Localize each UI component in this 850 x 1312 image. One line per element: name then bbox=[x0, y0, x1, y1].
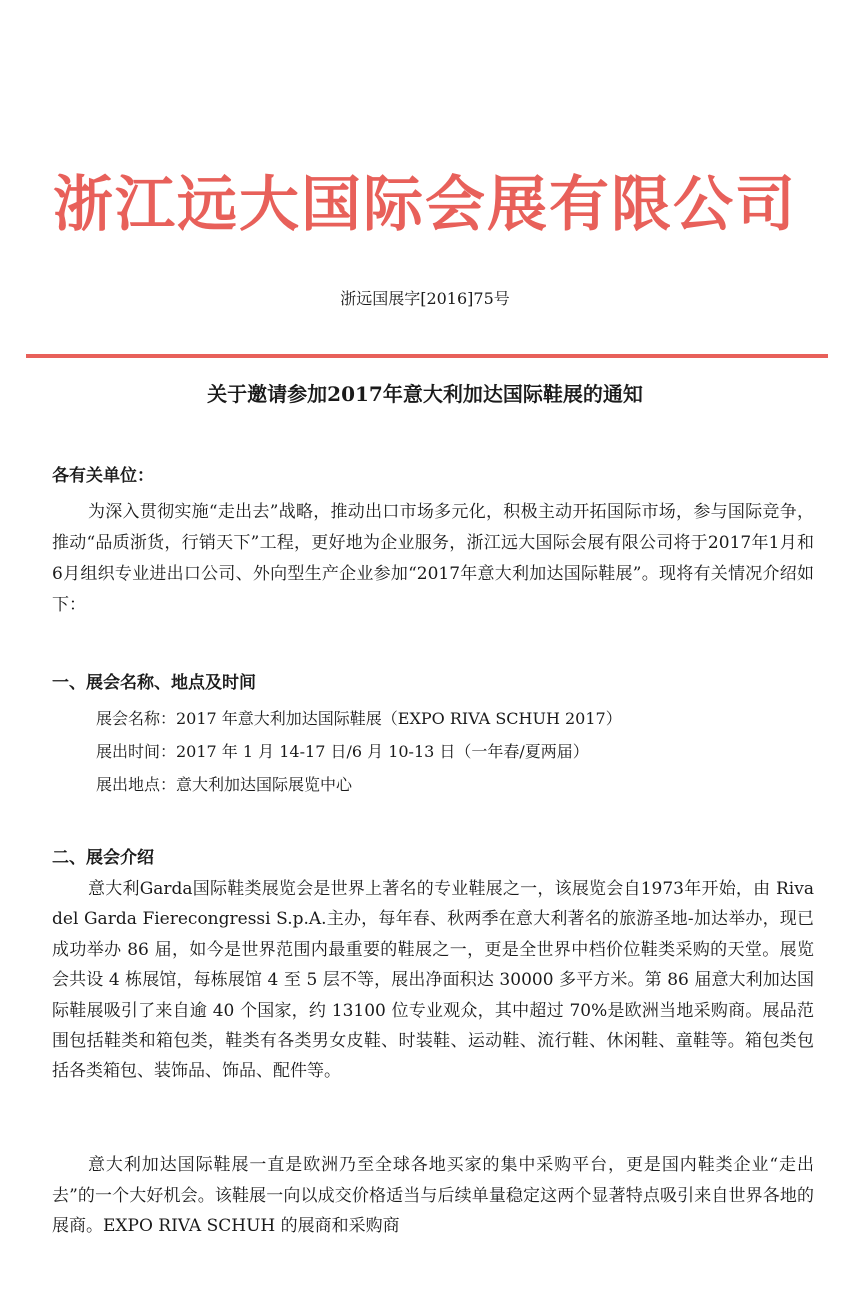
section-heading-exhibition-intro: 二、展会介绍 bbox=[52, 848, 154, 868]
letterhead-organization-name: 浙江远大国际会展有限公司 bbox=[53, 170, 797, 240]
intro-paragraph: 为深入贯彻实施“走出去”战略，推动出口市场多元化，积极主动开拓国际市场，参与国际竞争，推动“品质浙货，行销天下”工程，更好地为企业服务，浙江远大国际会展有限公司将于2017年1月和6月组织专业进出口公司、外向型生产企业参加“2017年意大利加达国际鞋展”。现将有关情况介绍如下： bbox=[52, 502, 814, 615]
salutation: 各有关单位： bbox=[52, 466, 154, 486]
notice-title: 关于邀请参加2017年意大利加达国际鞋展的通知 bbox=[207, 382, 643, 406]
exhibition-intro-paragraph-2: 意大利加达国际鞋展一直是欧洲乃至全球各地买家的集中采购平台，更是国内鞋类企业“走出去”的一个大好机会。该鞋展一向以成交价格适当与后续单量稳定这两个显著特点吸引来自世界各地的展商。EXPO RIVA SCHUH 的展商和采购商 bbox=[52, 1155, 814, 1237]
exhibition-name-row: 展会名称：2017 年意大利加达国际鞋展（EXPO RIVA SCHUH 2017） bbox=[96, 709, 622, 728]
exhibition-time-row: 展出时间：2017 年 1 月 14-17 日/6 月 10-13 日（一年春/夏两届） bbox=[96, 742, 589, 761]
letterhead-red-divider bbox=[26, 354, 828, 358]
exhibition-venue-row: 展出地点：意大利加达国际展览中心 bbox=[96, 775, 353, 794]
document-number: 浙远国展字[2016]75号 bbox=[340, 289, 510, 308]
exhibition-intro-paragraph-1: 意大利Garda国际鞋类展览会是世界上著名的专业鞋展之一，该展览会自1973年开始，由 Riva del Garda Fierecongressi S.p.A.主办，每年春、秋两季在意大利著名的旅游圣地-加达举办，现已成功举办 86 届，如今是世界范围内最重要的鞋展之一，更是全世界中档价位鞋类采购的天堂。展览会共设 4 栋展馆，每栋展馆 4 至 5 层不等，展出净面积达 30000 多平方米。第 86 届意大利加达国际鞋展吸引了来自逾 40 个国家，约 13100 位专业观众，其中超过 70%是欧洲当地采购商。展品范围包括鞋类和箱包类，鞋类有各类男女皮鞋、时装鞋、运动鞋、流行鞋、休闲鞋、童鞋等。箱包类包括各类箱包、装饰品、饰品、配件等。 bbox=[52, 879, 814, 1082]
section-heading-exhibition-info: 一、展会名称、地点及时间 bbox=[52, 673, 256, 693]
